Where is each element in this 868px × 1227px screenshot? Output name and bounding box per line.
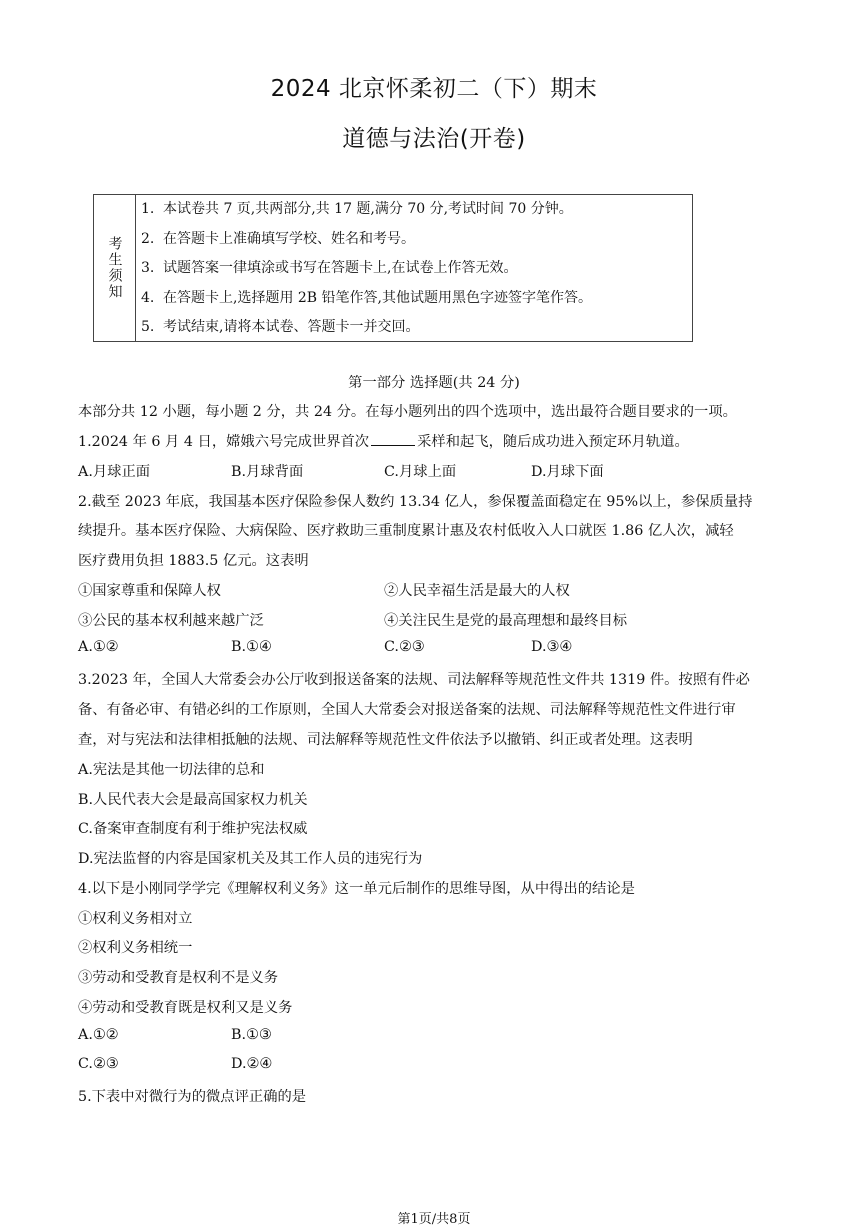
q4-statement-3: ③劳动和受教育是权利不是义务 (78, 970, 279, 986)
question-2-line: 续提升。基本医疗保险、大病保险、医疗救助三重制度累计惠及农村低收入人口就医 1.86 亿人次，减轻 (78, 523, 734, 539)
q1-option-a[interactable]: A.月球正面 (78, 464, 151, 480)
exam-subtitle: 道德与法治(开卷) (342, 126, 526, 152)
q4-option-d[interactable]: D.②④ (231, 1056, 273, 1072)
q2-statement-1: ①国家尊重和保障人权 (78, 583, 221, 599)
question-1-stem: 1.2024 年 6 月 4 日，嫦娥六号完成世界首次 采样和起飞，随后成功进入预定环月轨道。 (78, 431, 689, 451)
q3-option-c[interactable]: C.备案审查制度有利于维护宪法权威 (78, 821, 308, 837)
q4-option-a[interactable]: A.①② (78, 1027, 119, 1043)
q2-option-b[interactable]: B.①④ (231, 639, 272, 655)
q2-statement-4: ④关注民生是党的最高理想和最终目标 (384, 613, 628, 629)
q4-statement-4: ④劳动和受教育既是权利又是义务 (78, 1000, 293, 1016)
q1-option-d[interactable]: D.月球下面 (531, 464, 604, 480)
section-intro: 本部分共 12 小题，每小题 2 分，共 24 分。在每小题列出的四个选项中，选出最符合题目要求的一项。 (78, 404, 737, 420)
q3-option-d[interactable]: D.宪法监督的内容是国家机关及其工作人员的违宪行为 (78, 851, 423, 867)
q3-option-b[interactable]: B.人民代表大会是最高国家权力机关 (78, 792, 308, 808)
q4-option-b[interactable]: B.①③ (231, 1027, 272, 1043)
q4-option-c[interactable]: C.②③ (78, 1056, 119, 1072)
q2-option-a[interactable]: A.①② (78, 639, 119, 655)
candidate-notice-box (93, 194, 693, 342)
notice-item: 3. 试题答案一律填涂或书写在答题卡上,在试卷上作答无效。 (141, 260, 518, 276)
question-5-stem: 5.下表中对微行为的微点评正确的是 (78, 1089, 307, 1105)
notice-item: 1. 本试卷共 7 页,共两部分,共 17 题,满分 70 分,考试时间 70 分钟。 (141, 201, 573, 217)
q2-statement-3: ③公民的基本权利越来越广泛 (78, 613, 264, 629)
notice-item: 5. 考试结束,请将本试卷、答题卡一并交回。 (141, 319, 420, 335)
notice-item: 2. 在答题卡上准确填写学校、姓名和考号。 (141, 231, 415, 247)
question-3-line: 查，对与宪法和法律相抵触的法规、司法解释等规范性文件依法予以撤销、纠正或者处理。这表明 (78, 732, 693, 748)
q1-option-b[interactable]: B.月球背面 (231, 464, 304, 480)
q2-option-d[interactable]: D.③④ (531, 639, 573, 655)
question-3-line: 3.2023 年，全国人大常委会办公厅收到报送备案的法规、司法解释等规范性文件共 1319 件。按照有件必 (78, 672, 750, 688)
q3-option-a[interactable]: A.宪法是其他一切法律的总和 (78, 762, 265, 778)
q4-statement-2: ②权利义务相统一 (78, 940, 193, 956)
question-3-line: 备、有备必审、有错必纠的工作原则，全国人大常委会对报送备案的法规、司法解释等规范性文件进行审 (78, 702, 736, 718)
answer-blank (371, 431, 415, 446)
q2-statement-2: ②人民幸福生活是最大的人权 (384, 583, 570, 599)
exam-title: 2024 北京怀柔初二（下）期末 (270, 76, 598, 102)
q2-option-c[interactable]: C.②③ (384, 639, 425, 655)
q1-option-c[interactable]: C.月球上面 (384, 464, 457, 480)
q4-statement-1: ①权利义务相对立 (78, 911, 193, 927)
question-2-line: 医疗费用负担 1883.5 亿元。这表明 (78, 553, 309, 569)
notice-side-label: 考生须知 (94, 195, 136, 341)
page-number: 第1页/共8页 (397, 1212, 471, 1227)
question-2-line: 2.截至 2023 年底，我国基本医疗保险参保人数约 13.34 亿人，参保覆盖面稳定在 95%以上，参保质量持 (78, 494, 753, 510)
notice-item: 4. 在答题卡上,选择题用 2B 铅笔作答,其他试题用黑色字迹签字笔作答。 (141, 290, 592, 306)
section-title: 第一部分 选择题(共 24 分) (348, 375, 520, 391)
question-4-stem: 4.以下是小刚同学学完《理解权利义务》这一单元后制作的思维导图，从中得出的结论是 (78, 881, 635, 897)
